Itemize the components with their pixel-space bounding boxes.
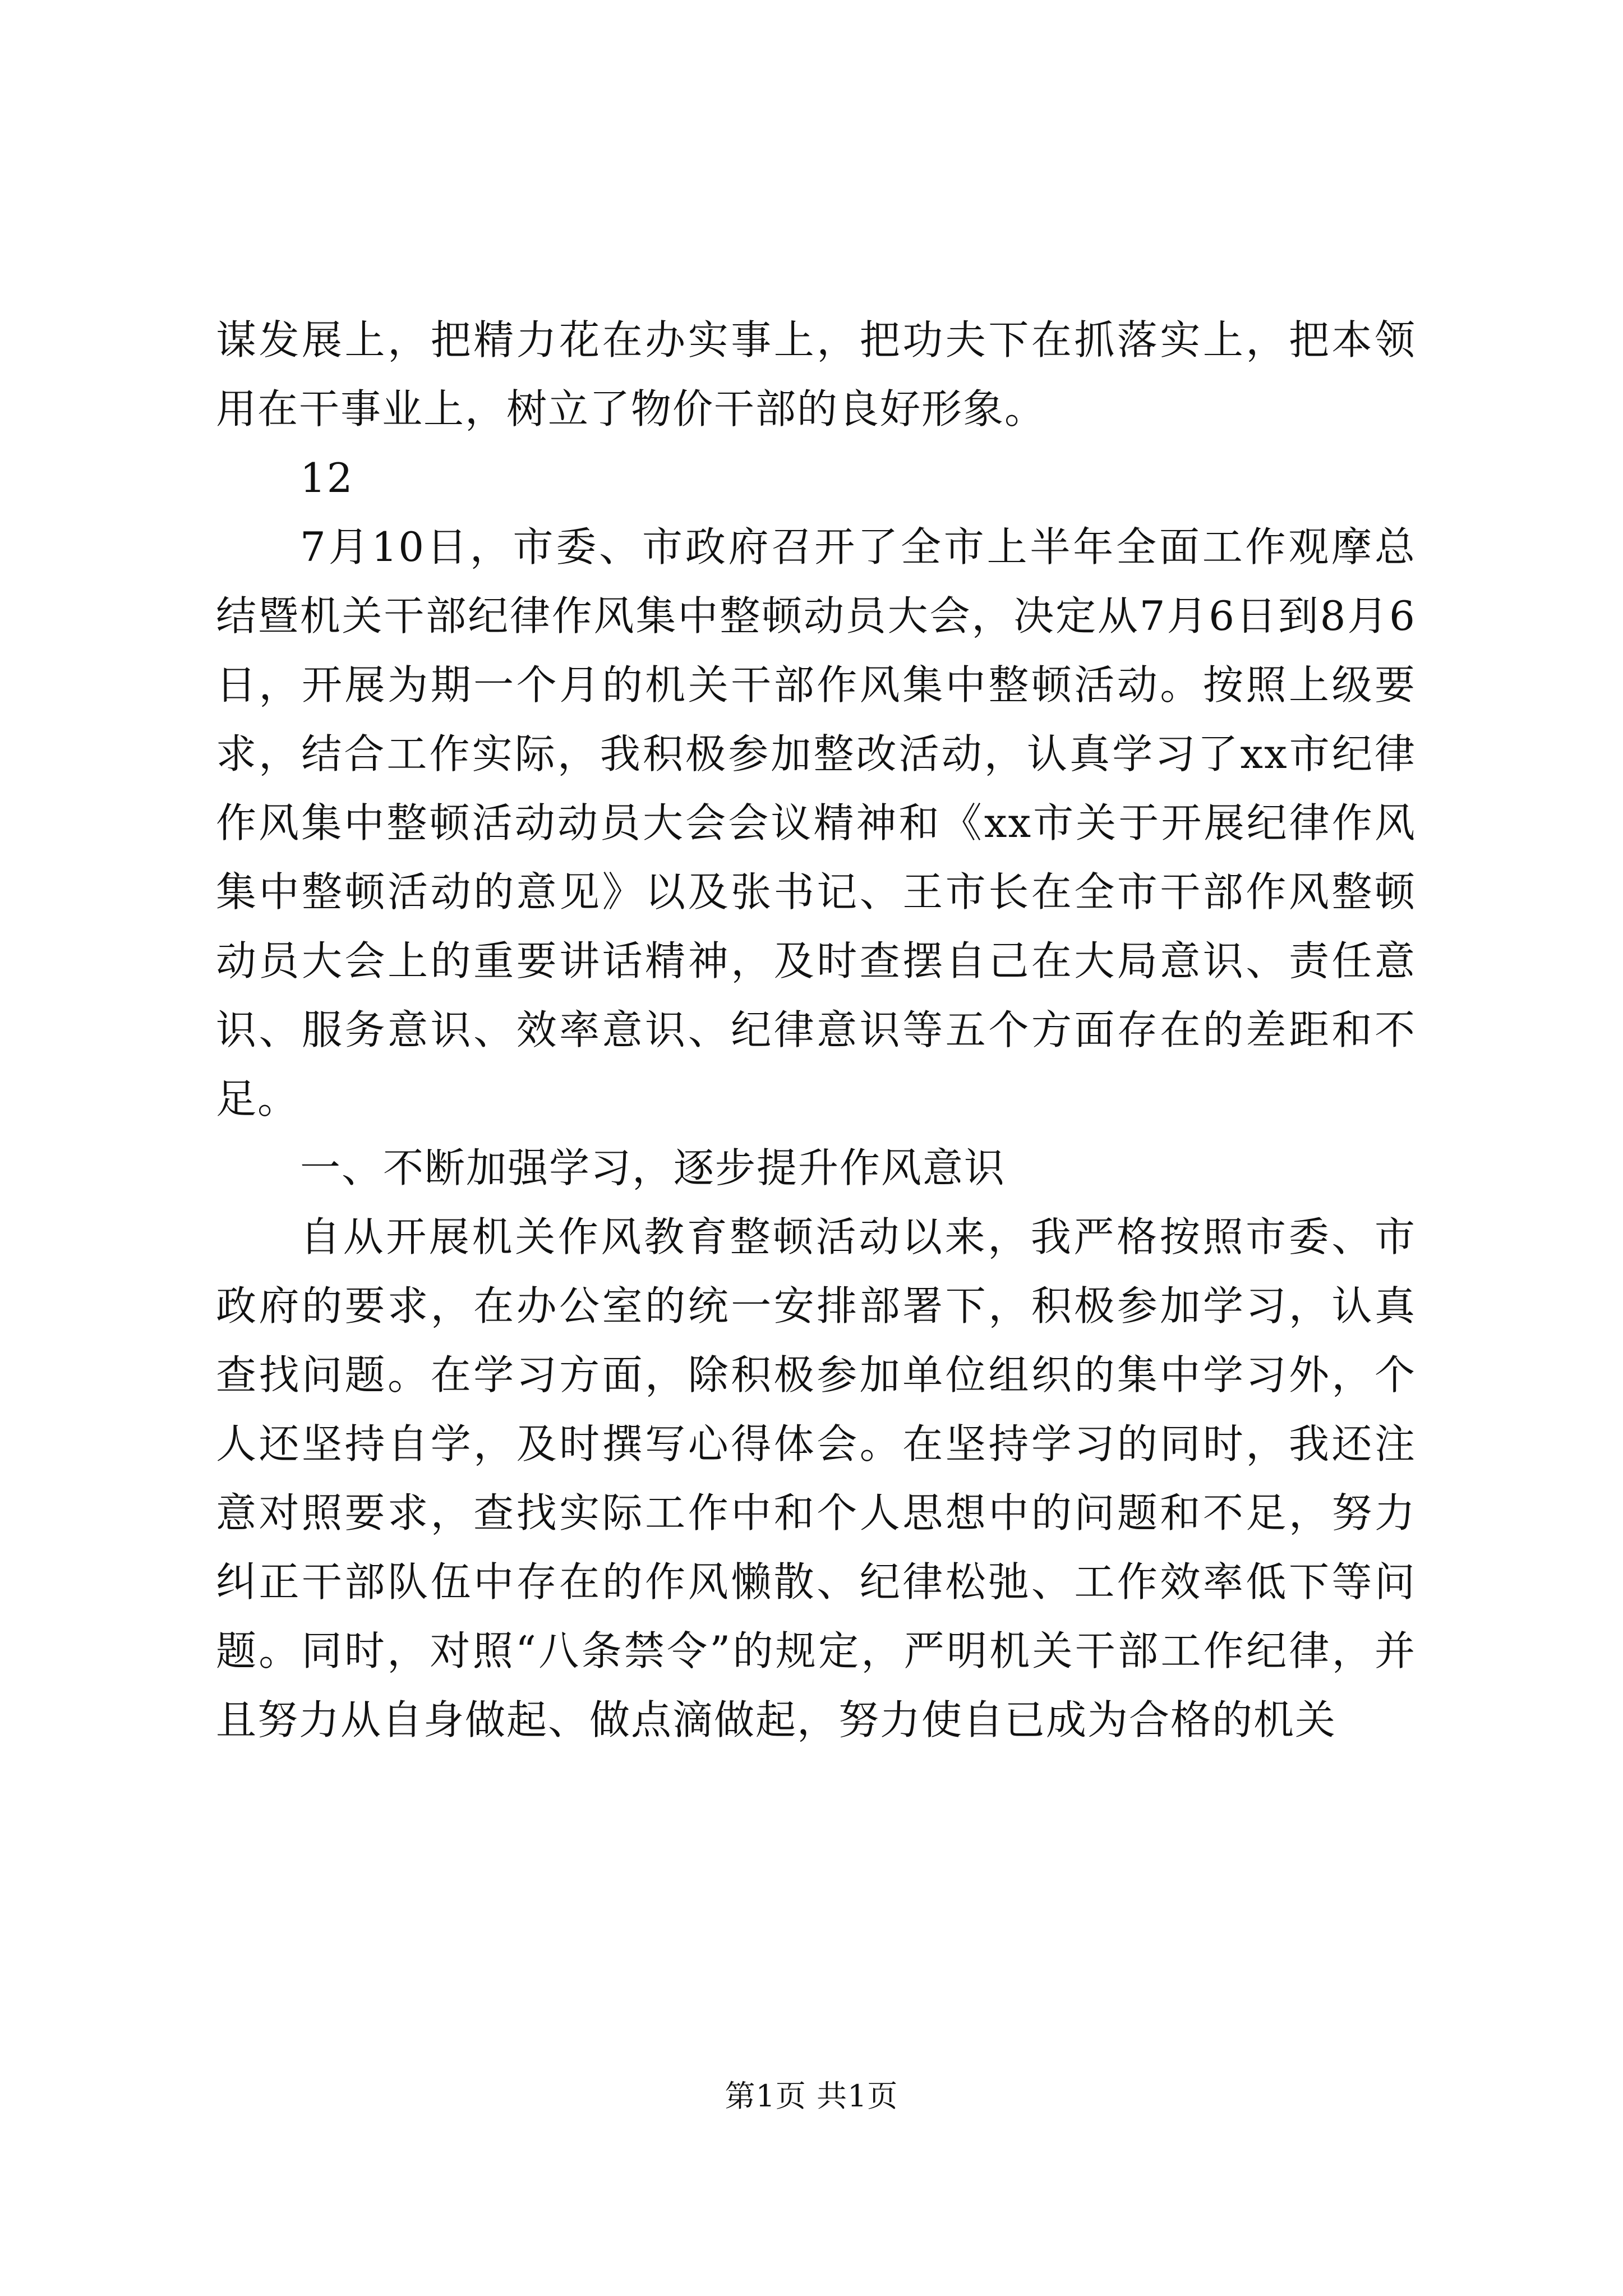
paragraph-intro: 7月10日，市委、市政府召开了全市上半年全面工作观摩总结暨机关干部纪律作风集中整顿动员大会，决定从7月6日到8月6日，开展为期一个月的机关干部作风集中整顿活动。按照上级要求，结合工作实际，我积极参加整改活动，认真学习了xx市纪律作风集中整顿活动动员大会会议精神和《xx市关于开展纪律作风集中整顿活动的意见》以及张书记、王市长在全市干部作风整顿动员大会上的重要讲话精神，及时查摆自己在大局意识、责任意识、服务意识、效率意识、纪律意识等五个方面存在的差距和不足。 <box>216 523 1416 1122</box>
paragraph-number: 12 <box>300 454 354 501</box>
section-heading: 一、不断加强学习，逐步提升作风意识 <box>300 1144 1006 1191</box>
paragraph-continuation: 谋发展上，把精力花在办实事上，把功夫下在抓落实上，把本领用在干事业上，树立了物价干部的良好形象。 <box>216 316 1416 432</box>
document-body <box>216 306 1416 1755</box>
paragraph-study: 自从开展机关作风教育整顿活动以来，我严格按照市委、市政府的要求，在办公室的统一安排部署下，积极参加学习，认真查找问题。在学习方面，除积极参加单位组织的集中学习外，个人还坚持自学，及时撰写心得体会。在坚持学习的同时，我还注意对照要求，查找实际工作中和个人思想中的问题和不足，努力纠正干部队伍中存在的作风懒散、纪律松弛、工作效率低下等问题。同时，对照“八条禁令”的规定，严明机关干部工作纪律，并且努力从自身做起、做点滴做起，努力使自已成为合格的机关 <box>216 1213 1416 1743</box>
page-footer: 第1页 共1页 <box>725 2078 898 2114</box>
